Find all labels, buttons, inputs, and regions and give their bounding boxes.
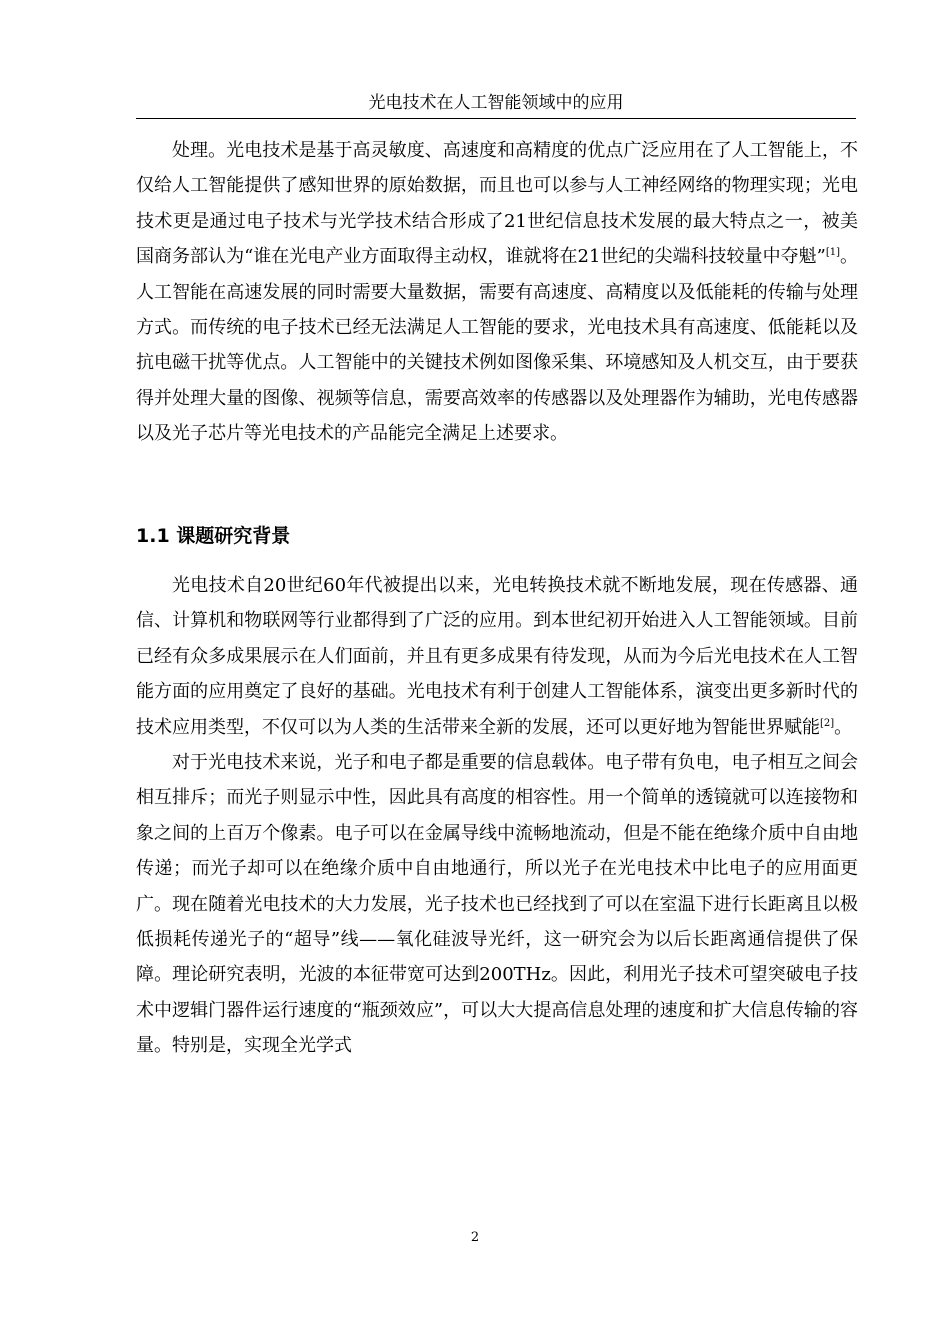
- paragraph-1-text-a: 处理。光电技术是基于高灵敏度、高速度和高精度的优点广泛应用在了人工智能上，不仅给人工智能提供了感知世界的原始数据，而且也可以参与人工神经网络的物理实现；光电技术更是通过电子技术与光学技术结合形成了21世纪信息技术发展的最大特点之一，被美国商务部认为“谁在光电产业方面取得主动权，谁就将在21世纪的尖端科技较量中夺魁”: [136, 140, 858, 268]
- paragraph-2-text-b: 。: [834, 716, 853, 738]
- citation-2: [2]: [820, 717, 835, 729]
- paragraph-2: [136, 568, 858, 745]
- citation-1: [1]: [825, 247, 840, 259]
- paragraph-3: 对于光电技术来说，光子和电子都是重要的信息载体。电子带有负电，电子相互之间会相互排斥；而光子则显示中性，因此具有高度的相容性。用一个简单的透镜就可以连接物和象之间的上百万个像素。电子可以在金属导线中流畅地流动，但是不能在绝缘介质中自由地传递；而光子却可以在绝缘介质中自由地通行，所以光子在光电技术中比电子的应用面更广。现在随着光电技术的大力发展，光子技术也已经找到了可以在室温下进行长距离且以极低损耗传递光子的“超导”线——氧化硅波导光纤，这一研究会为以后长距离通信提供了保障。理论研究表明，光波的本征带宽可达到200THz。因此，利用光子技术可望突破电子技术中逻辑门器件运行速度的“瓶颈效应”，可以大大提高信息处理的速度和扩大信息传输的容量。特别是，实现全光学式: [136, 752, 858, 1057]
- body-block-1: [136, 133, 858, 452]
- paragraph-2-text-a: 光电技术自20世纪60年代被提出以来，光电转换技术就不断地发展，现在传感器、通信、计算机和物联网等行业都得到了广泛的应用。到本世纪初开始进入人工智能领域。目前已经有众多成果展示在人们面前，并且有更多成果有待发现，从而为今后光电技术在人工智能方面的应用奠定了良好的基础。光电技术有利于创建人工智能体系，演变出更多新时代的技术应用类型，不仅可以为人类的生活带来全新的发展，还可以更好地为智能世界赋能: [136, 575, 858, 738]
- page-number: 2: [470, 1230, 480, 1245]
- body-block-2: [136, 568, 858, 1064]
- section-heading: 1.1 课题研究背景: [136, 525, 291, 547]
- paragraph-1: [136, 133, 858, 452]
- header-title: 光电技术在人工智能领域中的应用: [368, 93, 624, 113]
- paragraph-1-text-b: 。人工智能在高速发展的同时需要大量数据，需要有高速度、高精度以及低能耗的传输与处理方式。而传统的电子技术已经无法满足人工智能的要求，光电技术具有高速度、低能耗以及抗电磁干扰等优点。人工智能中的关键技术例如图像采集、环境感知及人机交互，由于要获得并处理大量的图像、视频等信息，需要高效率的传感器以及处理器作为辅助，光电传感器以及光子芯片等光电技术的产品能完全满足上述要求。: [136, 246, 858, 445]
- page-header: [136, 92, 856, 119]
